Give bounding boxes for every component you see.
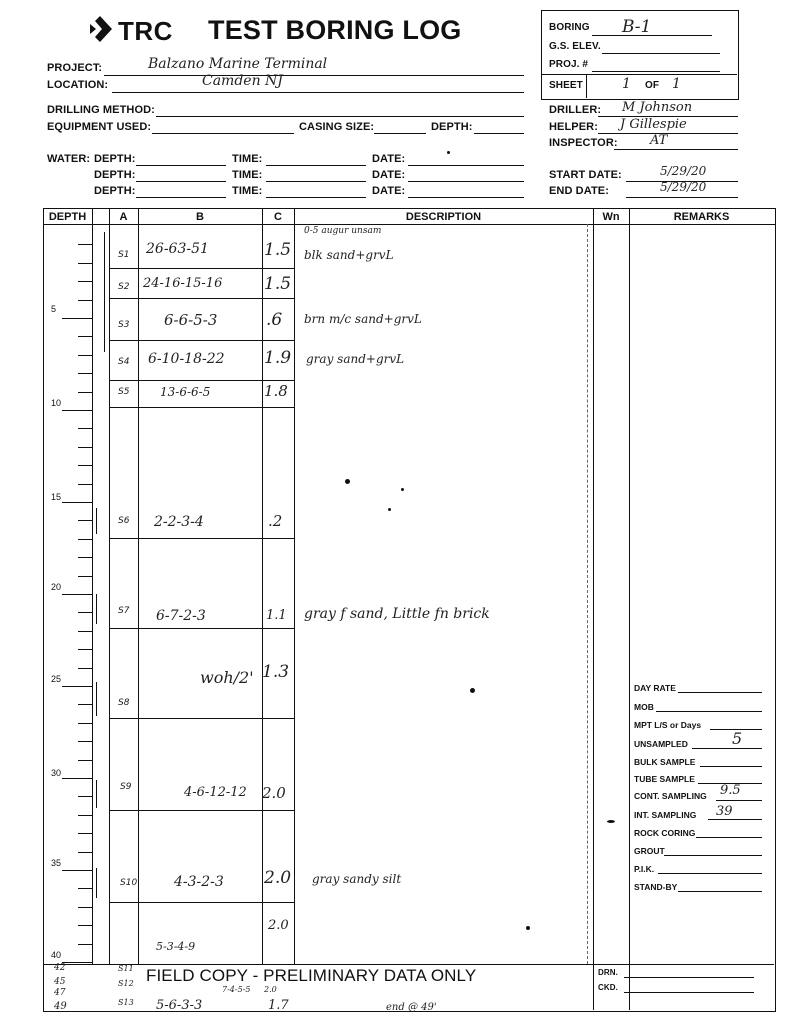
depth-tick — [78, 539, 92, 540]
depth-tick — [62, 962, 92, 963]
depth-42: 42 — [54, 963, 66, 973]
depth-tick — [78, 944, 92, 945]
recovery-s13: 1.7 — [268, 998, 289, 1013]
blow-count-40: 5-3-4-9 — [156, 940, 196, 953]
recovery: .2 — [268, 512, 283, 530]
end-note: end @ 49' — [386, 1002, 437, 1013]
sample-id: S1 — [118, 250, 130, 260]
depth-mark: 30 — [51, 768, 62, 778]
description: blk sand+grvL — [304, 248, 394, 262]
depth-tick — [78, 888, 92, 889]
driller-label: DRILLER: — [549, 104, 602, 116]
description: gray sandy silt — [312, 872, 402, 886]
depth-tick — [78, 852, 92, 853]
recovery: 2.0 — [262, 784, 286, 802]
depth-tick — [62, 594, 92, 595]
driller-value: M Johnson — [622, 100, 693, 115]
sample-id: S5 — [118, 387, 130, 397]
inspector-value: AT — [650, 133, 668, 148]
location-label: LOCATION: — [47, 79, 109, 91]
recovery: 1.5 — [264, 240, 292, 260]
of-label: OF — [645, 80, 660, 91]
ckd-label: CKD. — [598, 983, 618, 992]
unsampled-value: 5 — [732, 729, 743, 748]
depth-tick — [78, 760, 92, 761]
blow-count: 6-10-18-22 — [148, 351, 225, 367]
depth-tick — [78, 649, 92, 650]
helper-value: J Gillespie — [620, 117, 687, 132]
remark-bulk-sample: BULK SAMPLE — [634, 757, 696, 767]
blow-count: 26-63-51 — [146, 241, 209, 257]
depth-mark: 5 — [51, 304, 57, 314]
depth-tick — [78, 336, 92, 337]
blow-count: 4-3-2-3 — [174, 874, 224, 890]
depth-tick — [78, 815, 92, 816]
depth-tick — [78, 484, 92, 485]
depth-mark: 10 — [51, 398, 62, 408]
col-depth: DEPTH — [48, 211, 87, 223]
depth-tick — [78, 355, 92, 356]
remark-tube-sample: TUBE SAMPLE — [634, 774, 695, 784]
col-b: B — [196, 211, 204, 223]
remark-rock-coring: ROCK CORING — [634, 828, 696, 838]
col-description: DESCRIPTION — [405, 211, 482, 223]
depth-tick — [78, 447, 92, 448]
depth-tick — [78, 833, 92, 834]
col-a: A — [119, 211, 128, 223]
col-wn: Wn — [602, 211, 620, 223]
sample-id: S2 — [118, 282, 130, 292]
depth-tick — [78, 281, 92, 282]
blow-count-s13: 5-6-3-3 — [156, 998, 203, 1013]
depth-tick — [62, 318, 92, 319]
trc-logo-icon — [88, 14, 114, 52]
remark-int-sampling: INT. SAMPLING — [634, 810, 697, 820]
page-title: TEST BORING LOG — [208, 15, 462, 45]
sheet-value: 1 — [622, 76, 631, 92]
scan-speck — [447, 151, 450, 154]
end-date-value: 5/29/20 — [660, 180, 707, 194]
recovery: 1.3 — [262, 662, 290, 682]
depth-mark: 40 — [51, 950, 62, 960]
drilling-method-label: DRILLING METHOD: — [47, 104, 155, 116]
int-sampling-value: 39 — [716, 804, 733, 819]
scan-speck — [526, 926, 530, 930]
scan-speck — [388, 508, 391, 511]
depth-tick — [62, 686, 92, 687]
location-value: Camden NJ — [202, 73, 283, 89]
scan-speck — [345, 479, 350, 484]
water-date-label-3: DATE: — [372, 185, 406, 197]
water-time-label-1: TIME: — [232, 153, 263, 165]
depth-tick — [78, 520, 92, 521]
depth-mark: 25 — [51, 674, 62, 684]
description: gray sand+grvL — [306, 352, 405, 366]
remark-day-rate: DAY RATE — [634, 683, 676, 693]
water-time-label-3: TIME: — [232, 185, 263, 197]
remark-mob: MOB — [634, 702, 654, 712]
blow-count: 4-6-12-12 — [184, 785, 247, 800]
recovery-s12: 2.0 — [264, 985, 277, 994]
of-value: 1 — [672, 76, 681, 92]
depth-47: 47 — [54, 988, 66, 998]
depth-tick — [78, 796, 92, 797]
water-depth-label-1: DEPTH: — [94, 153, 136, 165]
sample-id-s11: S11 — [118, 964, 134, 973]
depth-tick — [78, 612, 92, 613]
recovery: 1.9 — [264, 348, 292, 368]
recovery: .6 — [266, 310, 283, 330]
remark-mpt: MPT L/S or Days — [634, 720, 702, 730]
depth-tick — [78, 263, 92, 264]
start-date-label: START DATE: — [549, 169, 622, 181]
recovery: 1.8 — [264, 382, 288, 400]
depth-mark: 35 — [51, 858, 62, 868]
casing-depth-label: DEPTH: — [431, 121, 473, 133]
remark-pik: P.I.K. — [634, 864, 655, 874]
water-depth-label-3: DEPTH: — [94, 185, 136, 197]
blow-count-s12: 7-4-5-5 — [222, 985, 251, 994]
blow-count: 6-7-2-3 — [156, 608, 206, 624]
depth-tick — [78, 907, 92, 908]
depth-tick — [78, 668, 92, 669]
depth-tick — [78, 631, 92, 632]
blow-count: 13-6-6-5 — [160, 385, 211, 399]
sheet-label: SHEET — [549, 80, 583, 91]
depth-45: 45 — [54, 977, 66, 987]
end-date-label: END DATE: — [549, 185, 609, 197]
depth-tick — [62, 778, 92, 779]
scan-speck — [470, 688, 475, 693]
remark-grout: GROUT — [634, 846, 665, 856]
depth-tick — [78, 723, 92, 724]
casing-size-label: CASING SIZE: — [299, 121, 375, 133]
depth-tick — [78, 704, 92, 705]
scan-speck — [607, 820, 615, 823]
helper-label: HELPER: — [549, 121, 598, 133]
col-remarks: REMARKS — [673, 211, 730, 223]
depth-tick — [62, 410, 92, 411]
water-date-label-2: DATE: — [372, 169, 406, 181]
water-label: WATER: — [47, 153, 91, 165]
depth-tick — [78, 465, 92, 466]
depth-tick — [78, 925, 92, 926]
drn-label: DRN. — [598, 968, 618, 977]
blow-count: 6-6-5-3 — [164, 311, 218, 329]
sample-id: S4 — [118, 357, 130, 367]
depth-mark: 15 — [51, 492, 62, 502]
remark-unsampled: UNSAMPLED — [634, 739, 688, 749]
project-label: PROJECT: — [47, 62, 103, 74]
recovery: 2.0 — [264, 868, 292, 888]
water-depth-label-2: DEPTH: — [94, 169, 136, 181]
inspector-label: INSPECTOR: — [549, 137, 618, 149]
blow-count: 24-16-15-16 — [143, 276, 223, 291]
depth-tick — [78, 741, 92, 742]
extra-recovery: 2.0 — [268, 918, 289, 933]
remark-cont-sampling: CONT. SAMPLING — [634, 791, 707, 801]
description: brn m/c sand+grvL — [304, 312, 422, 326]
water-time-label-2: TIME: — [232, 169, 263, 181]
augur-note: 0-5 augur unsam — [304, 226, 382, 236]
depth-tick — [78, 428, 92, 429]
sample-id-s13: S13 — [118, 998, 134, 1007]
sample-id: S7 — [118, 606, 130, 616]
depth-tick — [62, 502, 92, 503]
recovery: 1.1 — [266, 608, 287, 623]
boring-label: BORING — [549, 22, 590, 33]
logo-text: TRC — [118, 16, 173, 46]
project-value: Balzano Marine Terminal — [148, 56, 328, 72]
depth-tick — [78, 373, 92, 374]
sample-id: S8 — [118, 698, 130, 708]
depth-tick — [78, 392, 92, 393]
sample-id: S10 — [120, 878, 138, 888]
depth-tick — [78, 576, 92, 577]
field-copy-banner: FIELD COPY - PRELIMINARY DATA ONLY — [146, 966, 477, 985]
sample-id-s12: S12 — [118, 979, 134, 988]
blow-count: 2-2-3-4 — [154, 514, 204, 530]
description: gray f sand, Little fn brick — [304, 606, 490, 622]
depth-mark: 20 — [51, 582, 62, 592]
sample-id: S9 — [120, 782, 132, 792]
boring-value: B-1 — [622, 17, 652, 37]
blow-count: woh/2' — [200, 668, 254, 687]
sample-id: S6 — [118, 516, 130, 526]
depth-tick — [78, 557, 92, 558]
proj-label: PROJ. # — [549, 59, 589, 70]
start-date-value: 5/29/20 — [660, 164, 707, 178]
remark-standby: STAND-BY — [634, 882, 678, 892]
depth-tick — [78, 244, 92, 245]
gs-elev-label: G.S. ELEV. — [549, 41, 601, 52]
depth-tick — [78, 300, 92, 301]
water-date-label-1: DATE: — [372, 153, 406, 165]
col-c: C — [274, 211, 282, 223]
scan-speck — [401, 488, 404, 491]
equipment-used-label: EQUIPMENT USED: — [47, 121, 152, 133]
sample-id: S3 — [118, 320, 130, 330]
cont-sampling-value: 9.5 — [720, 783, 741, 798]
depth-49: 49 — [54, 1001, 67, 1012]
recovery: 1.5 — [264, 274, 292, 294]
depth-tick — [62, 870, 92, 871]
